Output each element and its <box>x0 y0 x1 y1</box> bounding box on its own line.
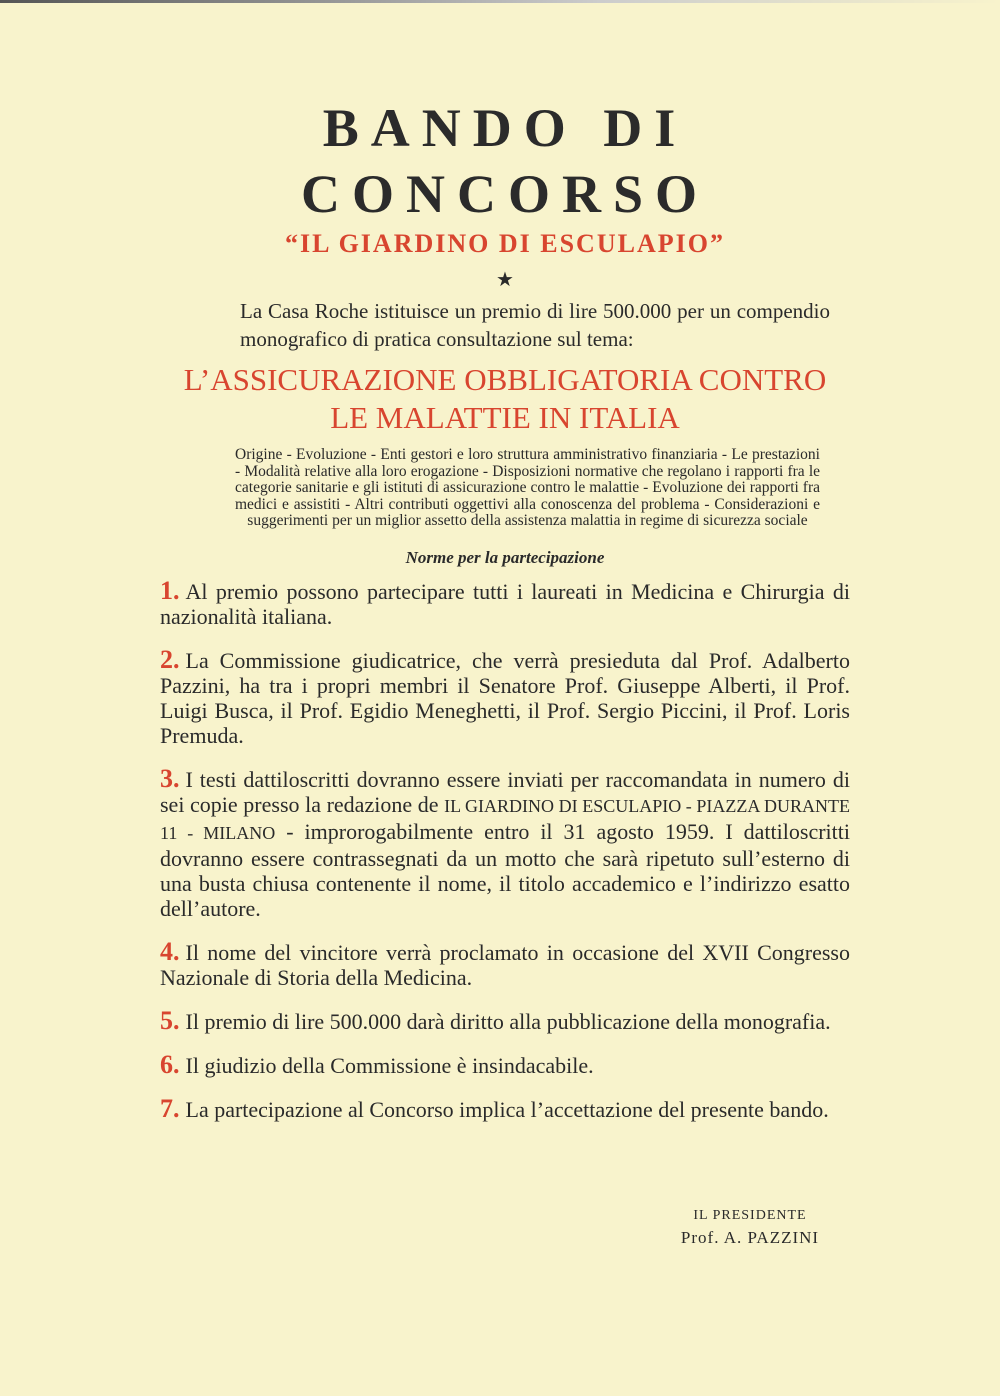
rule-text: Il giudizio della Commissione è insindacabile. <box>185 1052 594 1078</box>
intro-paragraph: La Casa Roche istituisce un premio di lire 500.000 per un compendio monografico di pratica consultazione sul tema: <box>240 299 830 351</box>
rule-number: 7. <box>160 1093 180 1123</box>
rule-number: 5. <box>160 1005 180 1035</box>
rule-item <box>160 575 850 629</box>
rule-text: Il nome del vincitore verrà proclamato in occasione del XVII Congresso Nazionale di Storia della Medicina. <box>160 939 850 990</box>
document-subtitle: “IL GIARDINO DI ESCULAPIO” <box>285 229 725 258</box>
rules-heading: Norme per la partecipazione <box>405 547 605 567</box>
announcement <box>160 95 850 1140</box>
rule-text: La partecipazione al Concorso implica l’accettazione del presente bando. <box>185 1096 829 1122</box>
rule-number: 1. <box>160 575 180 605</box>
signature-role: IL PRESIDENTE <box>693 1208 807 1223</box>
theme-heading <box>160 361 850 437</box>
scan-edge <box>0 0 1000 3</box>
rule-text: Il premio di lire 500.000 darà diritto alla pubblicazione della monografia. <box>185 1008 831 1034</box>
rule-item <box>160 1093 850 1123</box>
document-title: BANDO DI CONCORSO <box>300 98 710 224</box>
rule-item <box>160 644 850 748</box>
rule-text: La Commissione giudicatrice, che verrà presieduta dal Prof. Adalberto Pazzini, ha tra i propri membri il Senatore Prof. Giuseppe Alberti, il Prof. Luigi Busca, il Prof. Egidio Meneghetti, il Prof. Sergio Piccini, il Prof. Loris Premuda. <box>160 647 850 748</box>
rule-item <box>160 1005 850 1035</box>
rule-item <box>160 936 850 990</box>
rule-item <box>160 763 851 921</box>
theme-line-1: L’ASSICURAZIONE OBBLIGATORIA CONTRO <box>183 362 827 397</box>
signature-name: Prof. A. PAZZINI <box>680 1228 820 1247</box>
rule-item <box>160 1049 850 1079</box>
rule-text-cont: - improrogabilmente entro il 31 agosto 1959. I dattiloscritti dovranno essere contrassegnati da un motto che sarà ripetuto sull’esterno di una busta chiusa contenente il nome, il titolo accademico e l’indirizzo esatto dell’autore. <box>160 818 850 921</box>
rule-text: Al premio possono partecipare tutti i laureati in Medicina e Chirurgia di nazionalità italiana. <box>160 578 850 629</box>
rule-number: 2. <box>160 644 180 674</box>
star-ornament-icon: ★ <box>496 267 514 291</box>
topics-paragraph: Origine - Evoluzione - Enti gestori e loro struttura amministrativo finanziaria - Le prestazioni - Modalità relative alla loro erogazione - Disposizioni normative che regolano i rapporti fra le categorie sanitarie e gli istituti di assicurazione contro le malattie - Evoluzione dei rapporti fra medici e assistiti - Altri contributi oggettivi alla conoscenza del problema - Considerazioni e suggerimenti per un miglior assetto della assistenza malattia in regime di sicurezza sociale <box>235 446 820 529</box>
rule-text: I testi dattiloscritti dovranno essere inviati per raccomandata in numero di sei copie presso la redazione de <box>160 766 850 817</box>
theme-line-2: LE MALATTIE IN ITALIA <box>330 400 680 435</box>
rule-number: 4. <box>160 936 180 966</box>
rule-number: 6. <box>160 1049 180 1079</box>
rule-number: 3. <box>160 763 180 793</box>
signature-block <box>640 1208 860 1248</box>
rule-address: IL GIARDINO DI ESCULAPIO - PIAZZA DURANTE 11 - MILANO <box>160 795 851 843</box>
